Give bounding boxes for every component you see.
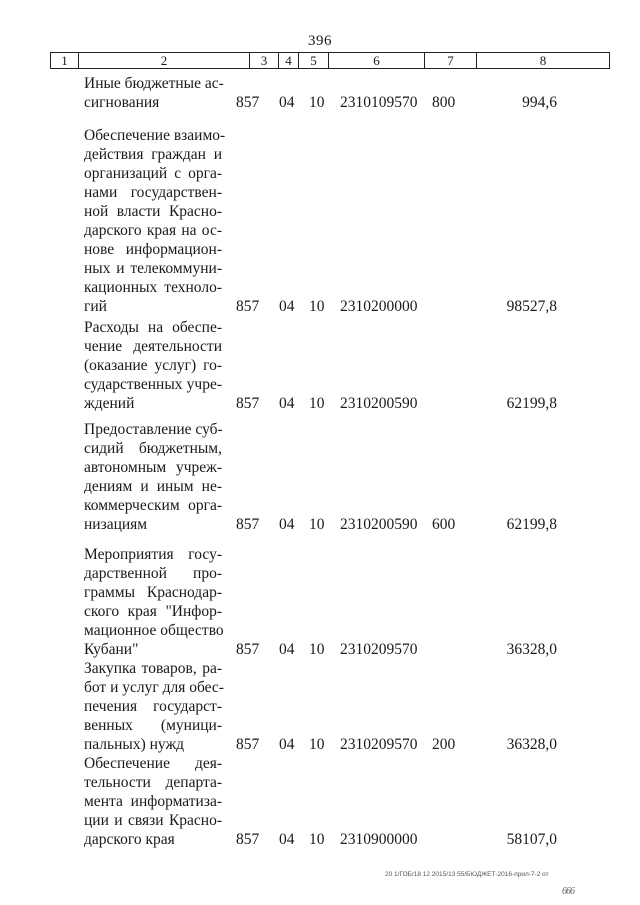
cell-c4: 04: [279, 395, 295, 412]
page-number: 396: [308, 33, 332, 49]
cell-c7: 200: [432, 736, 456, 753]
cell-c7: 800: [432, 94, 456, 111]
header-col-5: 5: [298, 53, 328, 68]
description-line: Иные бюджетные ас-: [84, 75, 224, 92]
cell-c4: 04: [279, 94, 295, 111]
cell-c4: 04: [279, 298, 295, 315]
cell-c4: 04: [279, 641, 295, 658]
description-line: венных (муници-: [84, 717, 222, 734]
row-description: [84, 754, 222, 849]
footer-stamp: 20 1/ГОБ/18 12 2015/13 55/БЮДЖЕТ-2016-прил-7-2 от: [385, 871, 549, 878]
description-line: чение деятельности: [84, 338, 222, 355]
description-line: сидий бюджетным,: [84, 440, 222, 457]
description-line: ных и телекоммуни-: [84, 260, 222, 277]
description-line: низациям: [84, 516, 148, 533]
cell-c8: 58107,0: [506, 831, 557, 848]
cell-c6: 2310200590: [340, 395, 418, 412]
cell-c3: 857: [236, 298, 260, 315]
cell-c8: 62199,8: [506, 516, 557, 533]
description-line: Закупка товаров, ра-: [84, 660, 222, 677]
header-col-4: 4: [278, 53, 298, 68]
row-description: [84, 318, 222, 413]
description-line: Кубани": [84, 641, 139, 658]
description-line: мента информатиза-: [84, 793, 222, 810]
description-line: кационных техноло-: [84, 279, 222, 296]
cell-c6: 2310109570: [340, 94, 418, 111]
cell-c5: 10: [309, 641, 325, 658]
cell-c3: 857: [236, 736, 260, 753]
header-col-8: 8: [476, 53, 609, 68]
description-line: нове информацион-: [84, 241, 222, 258]
description-line: действия граждан и: [84, 146, 222, 163]
cell-c3: 857: [236, 94, 260, 111]
cell-c6: 2310209570: [340, 736, 418, 753]
description-line: организаций с орга-: [84, 165, 222, 182]
header-col-7: 7: [424, 53, 476, 68]
description-line: ной власти Красно-: [84, 203, 222, 220]
cell-c6: 2310200590: [340, 516, 418, 533]
description-line: коммерческим орга-: [84, 497, 222, 514]
description-line: Расходы на обеспе-: [84, 319, 222, 336]
description-line: пальных) нужд: [84, 736, 185, 753]
row-description: [84, 74, 222, 112]
header-col-1: 1: [61, 53, 68, 68]
description-line: дарственной про-: [84, 565, 222, 582]
description-line: нами государствен-: [84, 184, 222, 201]
description-line: ждений: [84, 395, 135, 412]
description-line: печения государст-: [84, 698, 222, 715]
description-line: автономным учреж-: [84, 459, 222, 476]
row-description: [84, 545, 222, 659]
description-line: дарского края: [84, 831, 175, 848]
cell-c6: 2310209570: [340, 641, 418, 658]
description-line: (оказание услуг) го-: [84, 357, 222, 374]
cell-c5: 10: [309, 516, 325, 533]
cell-c4: 04: [279, 516, 295, 533]
cell-c3: 857: [236, 516, 260, 533]
header-col-2: 2: [78, 53, 249, 68]
cell-c8: 98527,8: [506, 298, 557, 315]
cell-c3: 857: [236, 395, 260, 412]
row-description: [84, 420, 222, 534]
description-line: дениям и иным не-: [84, 478, 222, 495]
description-line: ции и связи Красно-: [84, 812, 222, 829]
description-line: гий: [84, 298, 107, 315]
description-line: дарского края на ос-: [84, 222, 222, 239]
description-line: Обеспечение взаимо-: [84, 127, 226, 144]
table-header: [50, 52, 610, 69]
description-line: граммы Краснодар-: [84, 584, 222, 601]
description-line: ского края "Инфор-: [84, 603, 222, 620]
cell-c5: 10: [309, 831, 325, 848]
cell-c4: 04: [279, 831, 295, 848]
cell-c5: 10: [309, 736, 325, 753]
description-line: Мероприятия госу-: [84, 546, 222, 563]
cell-c6: 2310200000: [340, 298, 418, 315]
cell-c4: 04: [279, 736, 295, 753]
description-line: сигнования: [84, 94, 160, 111]
row-description: [84, 659, 222, 754]
cell-c8: 62199,8: [506, 395, 557, 412]
description-line: Обеспечение дея-: [84, 755, 222, 772]
row-description: [84, 126, 226, 316]
cell-c5: 10: [309, 395, 325, 412]
cell-c6: 2310900000: [340, 831, 418, 848]
description-line: мационное общество: [84, 622, 224, 639]
description-line: тельности департа-: [84, 774, 222, 791]
cell-c5: 10: [309, 94, 325, 111]
header-col-3: 3: [249, 53, 278, 68]
description-line: сударственных учре-: [84, 376, 222, 393]
description-line: Предоставление суб-: [84, 421, 223, 438]
description-line: бот и услуг для обес-: [84, 679, 224, 696]
cell-c8: 36328,0: [506, 736, 557, 753]
cell-c3: 857: [236, 641, 260, 658]
cell-c8: 36328,0: [506, 641, 557, 658]
header-col-6: 6: [328, 53, 424, 68]
cell-c7: 600: [432, 516, 456, 533]
handwritten-mark: 666: [562, 886, 574, 897]
cell-c8: 994,6: [522, 94, 557, 111]
cell-c5: 10: [309, 298, 325, 315]
cell-c3: 857: [236, 831, 260, 848]
